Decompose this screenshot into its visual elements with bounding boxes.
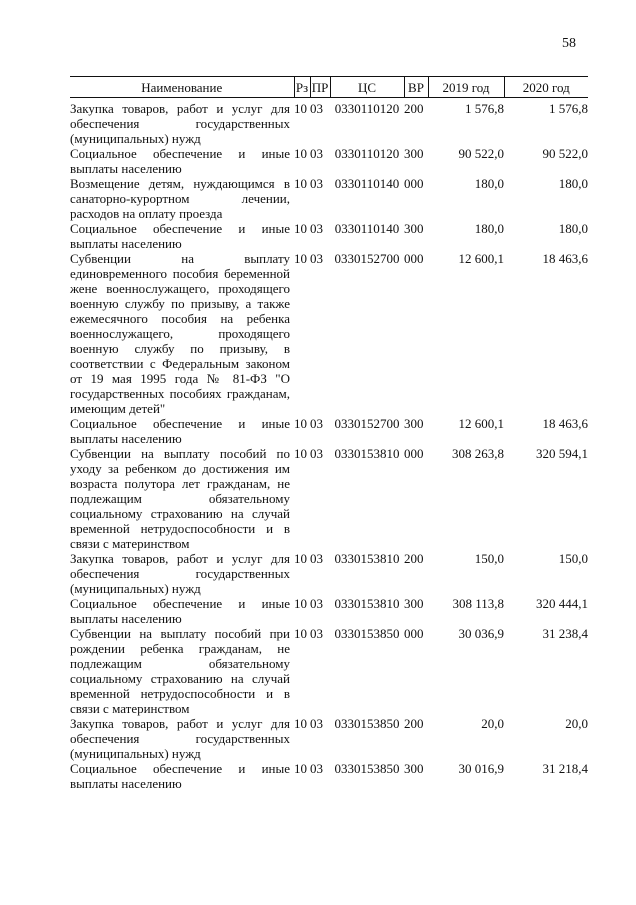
row-vr: 000 (404, 446, 424, 461)
row-2019: 30 016,9 (458, 761, 504, 776)
row-vr: 200 (404, 716, 424, 731)
row-rz: 10 (294, 716, 307, 731)
header-rz: Рз (294, 77, 310, 98)
row-name: Социальное обеспечение и иные выплаты населению (70, 761, 290, 791)
row-vr: 000 (404, 626, 424, 641)
table-row (70, 416, 588, 446)
table-header-row (70, 77, 588, 98)
row-2019: 90 522,0 (458, 146, 504, 161)
table-row (70, 146, 588, 176)
row-2019: 12 600,1 (458, 251, 504, 266)
row-pr: 03 (310, 596, 323, 611)
row-vr: 300 (404, 596, 424, 611)
row-rz: 10 (294, 221, 307, 236)
row-cs: 0330153850 (334, 761, 400, 776)
row-2020: 320 594,1 (536, 446, 588, 461)
row-name: Социальное обеспечение и иные выплаты населению (70, 146, 290, 176)
row-pr: 03 (310, 761, 323, 776)
row-name: Социальное обеспечение и иные выплаты населению (70, 416, 290, 446)
row-vr: 300 (404, 146, 424, 161)
row-vr: 300 (404, 416, 424, 431)
row-name: Закупка товаров, работ и услуг для обеспечения государственных (муниципальных) нужд (70, 551, 290, 596)
row-name: Закупка товаров, работ и услуг для обеспечения государственных (муниципальных) нужд (70, 101, 290, 146)
row-cs: 0330152700 (334, 251, 400, 266)
table-row (70, 626, 588, 716)
row-name: Социальное обеспечение и иные выплаты населению (70, 596, 290, 626)
row-2020: 90 522,0 (542, 146, 588, 161)
row-pr: 03 (310, 446, 323, 461)
row-vr: 300 (404, 221, 424, 236)
table-row (70, 176, 588, 221)
row-vr: 000 (404, 176, 424, 191)
row-2020: 31 238,4 (542, 626, 588, 641)
row-cs: 0330153850 (334, 716, 400, 731)
row-cs: 0330110140 (334, 221, 400, 236)
header-cs: ЦС (330, 77, 404, 98)
row-pr: 03 (310, 716, 323, 731)
row-pr: 03 (310, 101, 323, 116)
header-2020: 2020 год (504, 77, 588, 98)
row-2019: 308 113,8 (452, 596, 504, 611)
row-name: Субвенции на выплату пособий по уходу за ребенком до достижения им возраста полутора лет гражданам, не подлежащим обязательному социальному страхованию на случай временной нетрудоспособности и в связи с материнством (70, 446, 290, 551)
row-2019: 180,0 (474, 221, 504, 236)
row-rz: 10 (294, 416, 307, 431)
row-pr: 03 (310, 626, 323, 641)
table-row (70, 761, 588, 791)
header-pr: ПР (310, 77, 330, 98)
row-2019: 1 576,8 (465, 101, 504, 116)
row-2019: 20,0 (481, 716, 504, 731)
table-row (70, 221, 588, 251)
row-rz: 10 (294, 146, 307, 161)
row-cs: 0330152700 (334, 416, 400, 431)
row-2020: 20,0 (565, 716, 588, 731)
header-name: Наименование (70, 77, 294, 98)
row-pr: 03 (310, 551, 323, 566)
row-cs: 0330110120 (334, 101, 400, 116)
row-pr: 03 (310, 146, 323, 161)
row-rz: 10 (294, 251, 307, 266)
row-vr: 300 (404, 761, 424, 776)
row-rz: 10 (294, 551, 307, 566)
row-2019: 30 036,9 (458, 626, 504, 641)
row-2020: 320 444,1 (536, 596, 588, 611)
row-name: Субвенции на выплату единовременного пособия беременной жене военнослужащего, проходящего военную службу по призыву, а также ежемесячного пособия на ребенка военнослужащего, проходящего военную службу по призыву, в соответствии с Федеральным законом от 19 мая 1995 года № 81-ФЗ "О государственных пособиях гражданам, имеющим детей" (70, 251, 290, 416)
table-row (70, 251, 588, 416)
row-cs: 0330110140 (334, 176, 400, 191)
row-rz: 10 (294, 176, 307, 191)
row-cs: 0330153810 (334, 596, 400, 611)
row-cs: 0330110120 (334, 146, 400, 161)
row-cs: 0330153850 (334, 626, 400, 641)
row-2020: 180,0 (558, 176, 588, 191)
table-row (70, 596, 588, 626)
row-2019: 150,0 (474, 551, 504, 566)
row-name: Возмещение детям, нуждающимся в санаторно-курортном лечении, расходов на оплату проезда (70, 176, 290, 221)
table-row (70, 446, 588, 551)
row-2019: 12 600,1 (458, 416, 504, 431)
budget-table (70, 76, 588, 791)
row-rz: 10 (294, 626, 307, 641)
row-rz: 10 (294, 596, 307, 611)
row-2020: 18 463,6 (542, 251, 588, 266)
row-pr: 03 (310, 221, 323, 236)
row-name: Субвенции на выплату пособий при рождении ребенка гражданам, не подлежащим обязательному социальному страхованию на случай временной нетрудоспособности и в связи с материнством (70, 626, 290, 716)
row-2020: 150,0 (558, 551, 588, 566)
row-rz: 10 (294, 446, 307, 461)
row-2020: 1 576,8 (549, 101, 588, 116)
table-row (70, 551, 588, 596)
table-row (70, 98, 588, 147)
header-vr: ВР (404, 77, 428, 98)
row-cs: 0330153810 (334, 446, 400, 461)
row-2020: 31 218,4 (542, 761, 588, 776)
table-row (70, 716, 588, 761)
page-number: 58 (562, 36, 576, 51)
row-rz: 10 (294, 101, 307, 116)
row-2019: 180,0 (474, 176, 504, 191)
row-vr: 000 (404, 251, 424, 266)
row-vr: 200 (404, 551, 424, 566)
row-name: Социальное обеспечение и иные выплаты населению (70, 221, 290, 251)
row-pr: 03 (310, 416, 323, 431)
header-2019: 2019 год (428, 77, 504, 98)
row-vr: 200 (404, 101, 424, 116)
row-2019: 308 263,8 (452, 446, 504, 461)
row-pr: 03 (310, 251, 323, 266)
row-rz: 10 (294, 761, 307, 776)
row-2020: 180,0 (558, 221, 588, 236)
row-pr: 03 (310, 176, 323, 191)
row-2020: 18 463,6 (542, 416, 588, 431)
row-cs: 0330153810 (334, 551, 400, 566)
row-name: Закупка товаров, работ и услуг для обеспечения государственных (муниципальных) нужд (70, 716, 290, 761)
